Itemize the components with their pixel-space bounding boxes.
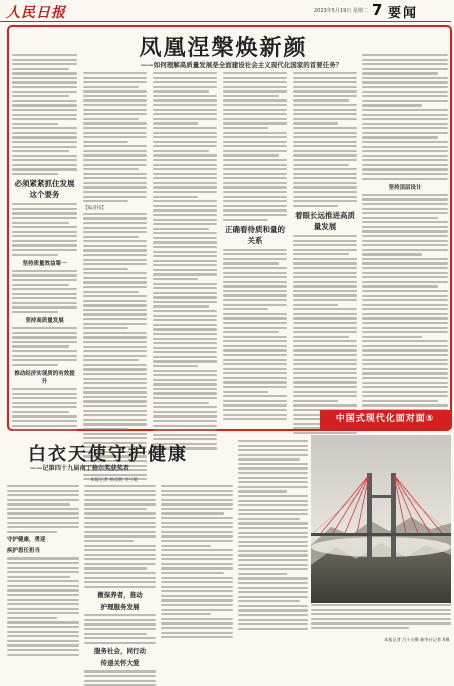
photo-credit: 本报记者 吕小川摄 新华社记者 X摄 (384, 637, 450, 642)
masthead (0, 0, 451, 22)
feature-column-3 (153, 72, 217, 412)
bridge-photo[interactable] (311, 435, 451, 603)
issue-date: 2023年5月19日 星期二 (314, 8, 368, 14)
feature-column-1 (12, 54, 77, 416)
lower-subhead: 疾护患任担当 (7, 548, 41, 555)
feature-article[interactable] (7, 25, 452, 431)
photo-caption (311, 604, 451, 634)
lower-article-title[interactable]: 白衣天使守护健康 (28, 444, 188, 465)
feature-subtitle: ——如何理解高质量发展是全面建设社会主义现代化国家的首要任务？ (140, 61, 343, 69)
feature-subhead: 推动经济实现质的有效提升 (14, 370, 75, 385)
newspaper-logo: 人民日报 (6, 5, 66, 21)
feature-subhead: 必须紧紧抓住发展这个要务 (14, 179, 75, 200)
feature-subhead: 坚持质量效益第一 (22, 260, 67, 267)
feature-title: 凤凰涅槃焕新颜 (139, 35, 308, 61)
section-name: 要闻 (388, 6, 419, 21)
byline: 本报记者 杨彦帆 李子航 (90, 478, 138, 483)
feature-subhead: 着眼长远推进高质量发展 (295, 210, 355, 231)
feature-subhead: 正确看待质和量的关系 (225, 224, 285, 245)
feature-column-6 (362, 54, 448, 416)
bridge-photo-image (311, 435, 451, 603)
page-number: 7 (372, 1, 383, 19)
feature-column-5 (293, 72, 357, 412)
lower-column-4 (238, 440, 308, 645)
series-banner: 中国式现代化面对面⑤ (320, 410, 450, 429)
lower-column-2 (84, 485, 156, 668)
feature-column-2 (83, 72, 147, 412)
lower-article-subtitle: ——记第四十九届南丁格尔奖获奖者 (30, 465, 129, 472)
lower-column-1 (7, 485, 79, 645)
feature-columns (9, 72, 454, 432)
feature-subhead: 坚持顶层设计 (388, 184, 422, 191)
feature-column-4 (223, 72, 287, 412)
lower-subhead: 微保养者，推动 (97, 591, 143, 600)
editor-tag: 【编者按】 (83, 205, 106, 211)
lower-subhead: 护理服务发展 (100, 603, 140, 612)
lower-subhead: 服务社会，同行动 (94, 647, 146, 656)
lower-subhead: 传递关怀大爱 (100, 659, 140, 668)
lower-subhead: 守护健康，勇迎 (7, 537, 46, 544)
lower-column-3 (161, 485, 233, 645)
feature-subhead: 坚持高质量发展 (25, 318, 64, 325)
